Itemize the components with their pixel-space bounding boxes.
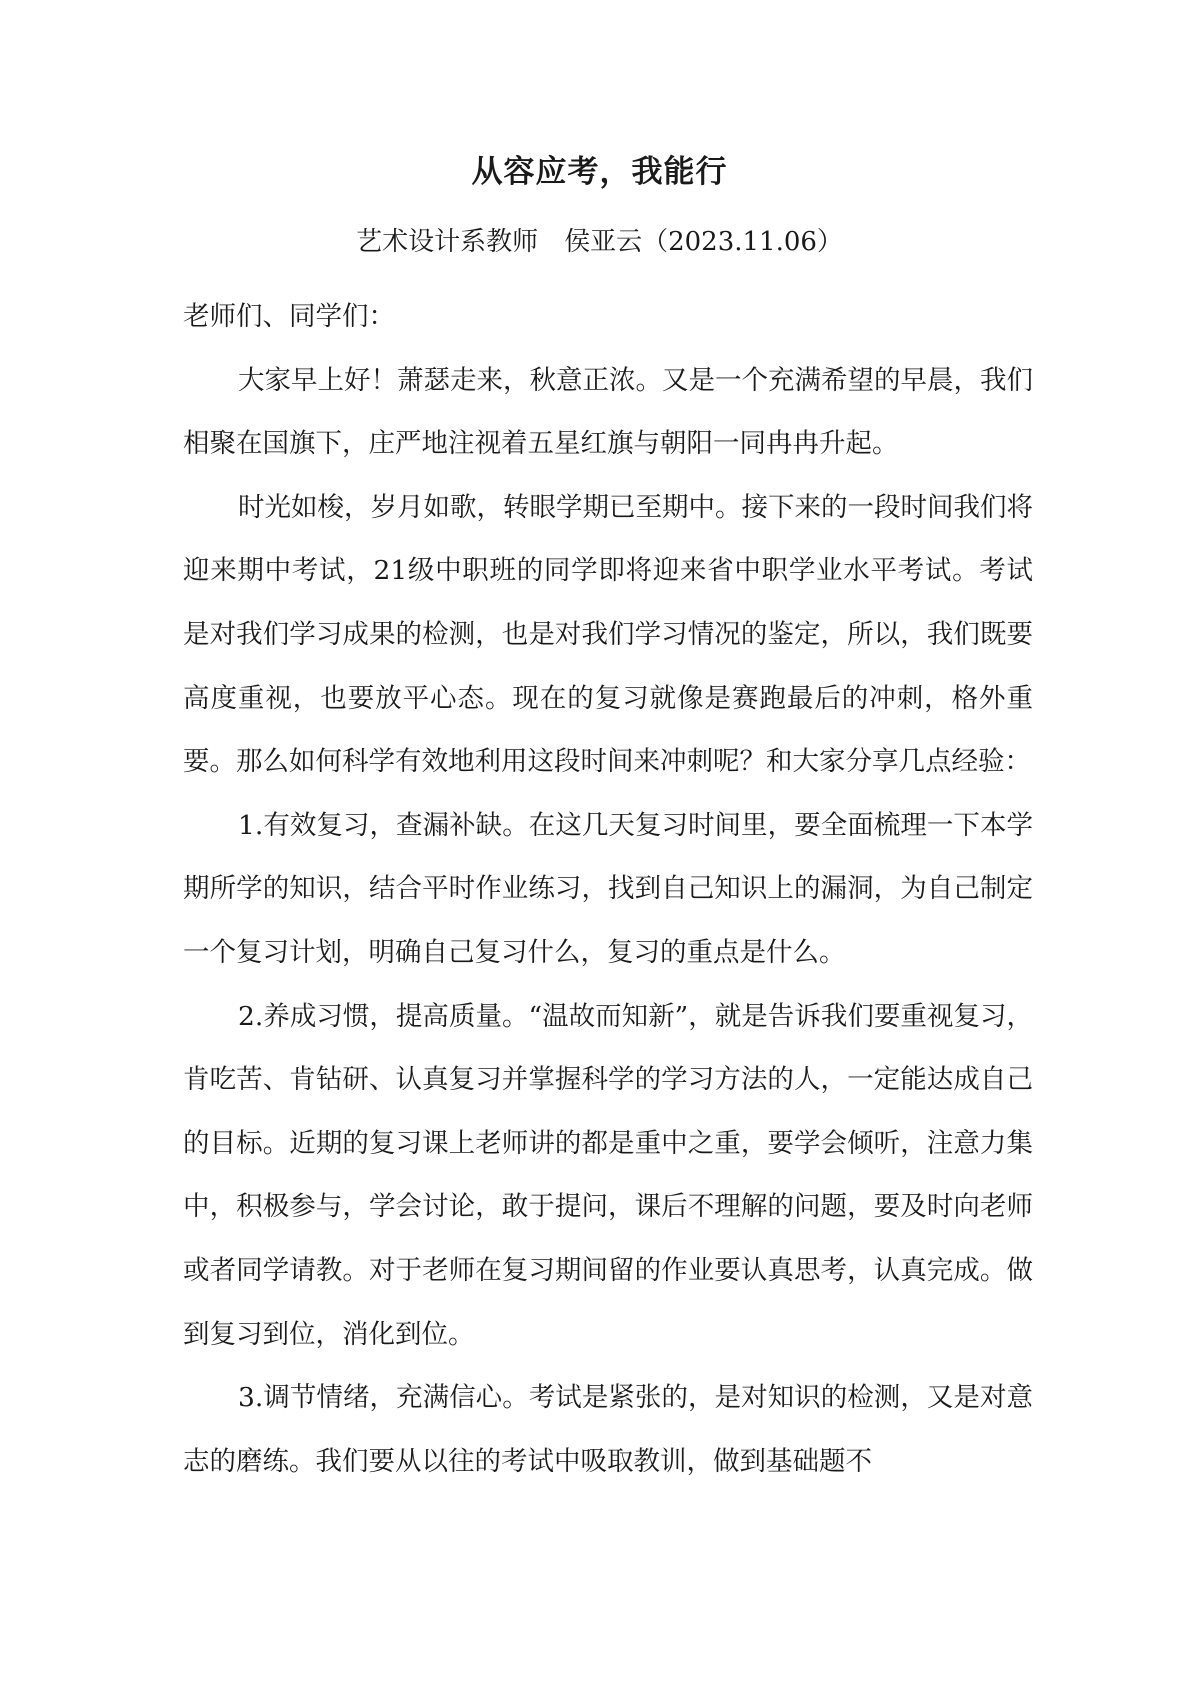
greeting: 老师们、同学们： bbox=[183, 301, 395, 332]
paragraph-tip-1: 1.有效复习，查漏补缺。在这几天复习时间里，要全面梳理一下本学期所学的知识，结合平时作业练习，找到自己知识上的漏洞，为自己制定一个复习计划，明确自己复习什么，复习的重点是什么。 bbox=[183, 809, 1033, 968]
paragraph-tip-3: 3.调节情绪，充满信心。考试是紧张的，是对知识的检测，又是对意志的磨练。我们要从以往的考试中吸取教训，做到基础题不 bbox=[183, 1382, 1033, 1477]
paragraph-midterm: 时光如梭，岁月如歌，转眼学期已至期中。接下来的一段时间我们将迎来期中考试，21级中职班的同学即将迎来省中职学业水平考试。考试是对我们学习成果的检测，也是对我们学习情况的鉴定，所以，我们既要高度重视，也要放平心态。现在的复习就像是赛跑最后的冲刺，格外重要。那么如何科学有效地利用这段时间来冲刺呢？和大家分享几点经验： bbox=[183, 491, 1033, 778]
paragraph-opening: 大家早上好！萧瑟走来，秋意正浓。又是一个充满希望的早晨，我们相聚在国旗下，庄严地注视着五星红旗与朝阳一同冉冉升起。 bbox=[183, 364, 1033, 460]
author-byline: 艺术设计系教师 侯亚云（2023.11.06） bbox=[356, 227, 843, 257]
paragraph-tip-2: 2.养成习惯，提高质量。“温故而知新”，就是告诉我们要重视复习，肯吃苦、肯钻研、认真复习并掌握科学的学习方法的人，一定能达成自己的目标。近期的复习课上老师讲的都是重中之重，要学会倾听，注意力集中，积极参与，学会讨论，敢于提问，课后不理解的问题，要及时向老师或者同学请教。对于老师在复习期间留的作业要认真思考，认真完成。做到复习到位，消化到位。 bbox=[183, 1000, 1033, 1350]
document-body bbox=[183, 285, 1033, 1493]
document-title: 从容应考，我能行 bbox=[471, 154, 728, 190]
